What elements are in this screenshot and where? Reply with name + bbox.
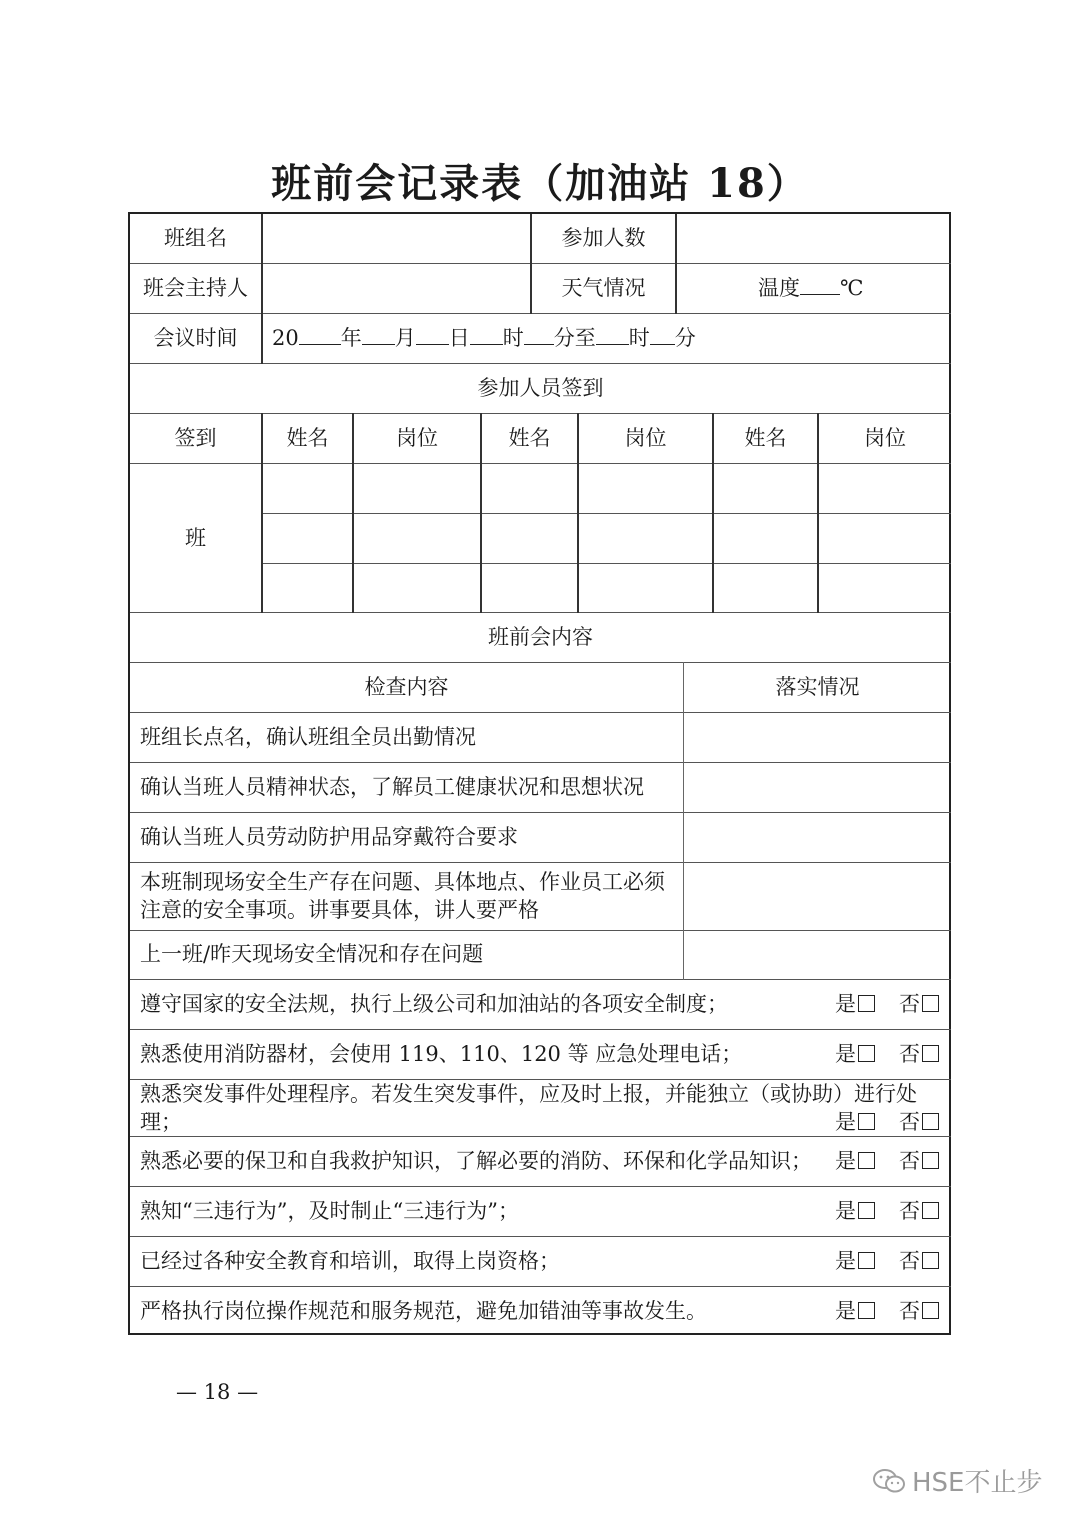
row-divider [130, 463, 951, 464]
row-divider [130, 712, 951, 713]
row-divider [130, 762, 951, 763]
watermark [872, 1462, 1042, 1499]
row-divider [130, 313, 951, 314]
row-divider [130, 1029, 951, 1030]
post-col-header: 岗位 [864, 426, 906, 450]
check-item: 班组长点名，确认班组全员出勤情况 [140, 725, 476, 749]
yes-no-options: 是 否 [835, 1299, 939, 1323]
row-divider [130, 1136, 951, 1137]
row-divider [130, 862, 951, 863]
name-col-header: 姓名 [508, 426, 551, 450]
no-checkbox[interactable] [922, 1302, 939, 1319]
yes-no-options: 是 否 [835, 1249, 939, 1273]
yes-checkbox[interactable] [858, 995, 875, 1012]
host-label: 班会主持人 [143, 276, 248, 300]
shift-row-label: 班 [185, 526, 206, 550]
rule-item: 严格执行岗位操作规范和服务规范，避免加错油等事故发生。 [140, 1299, 707, 1323]
check-item: 注意的安全事项。讲事要具体，讲人要严格 [140, 898, 539, 922]
row-divider [130, 930, 951, 931]
yes-checkbox[interactable] [858, 1113, 875, 1130]
no-checkbox[interactable] [922, 1202, 939, 1219]
page-title: 班前会记录表（加油站 18） [271, 160, 809, 207]
row-divider [262, 563, 951, 564]
content-section-title: 班前会内容 [488, 625, 593, 649]
meeting-time-label: 会议时间 [153, 326, 238, 350]
rule-item: 理； [140, 1110, 182, 1134]
rule-item: 熟知“三违行为”，及时制止“三违行为”； [140, 1199, 519, 1223]
participants-label: 参加人数 [561, 226, 646, 250]
yes-no-options: 是 否 [835, 1110, 939, 1134]
yes-no-options: 是 否 [835, 1149, 939, 1173]
check-item: 确认当班人员劳动防护用品穿戴符合要求 [140, 825, 518, 849]
row-divider [130, 612, 951, 613]
post-col-header: 岗位 [396, 426, 438, 450]
page-number: — 18 — [176, 1380, 259, 1404]
host-field[interactable] [263, 268, 529, 310]
weather-label: 天气情况 [561, 276, 646, 300]
no-checkbox[interactable] [922, 1045, 939, 1062]
row-divider [130, 263, 951, 264]
yes-checkbox[interactable] [858, 1045, 875, 1062]
yes-no-options: 是 否 [835, 1199, 939, 1223]
yes-checkbox[interactable] [858, 1202, 875, 1219]
rule-item: 熟悉必要的保卫和自我救护知识，了解必要的消防、环保和化学品知识； [140, 1149, 812, 1173]
participants-field[interactable] [678, 218, 948, 260]
row-divider [130, 363, 951, 364]
row-divider [130, 1236, 951, 1237]
watermark-text: HSE不止步 [912, 1468, 1043, 1498]
row-divider [130, 1186, 951, 1187]
check-content-header: 检查内容 [364, 675, 449, 699]
row-divider [262, 513, 951, 514]
row-divider [130, 812, 951, 813]
no-checkbox[interactable] [922, 1113, 939, 1130]
row-divider [130, 1079, 951, 1080]
yes-checkbox[interactable] [858, 1302, 875, 1319]
rule-item: 遵守国家的安全法规，执行上级公司和加油站的各项安全制度； [140, 992, 728, 1016]
col-divider [683, 662, 684, 980]
yes-checkbox[interactable] [858, 1152, 875, 1169]
no-checkbox[interactable] [922, 1152, 939, 1169]
check-item: 确认当班人员精神状态，了解员工健康状况和思想状况 [140, 775, 644, 799]
no-checkbox[interactable] [922, 995, 939, 1012]
signin-section-title: 参加人员签到 [477, 376, 604, 400]
check-item: 上一班/昨天现场安全情况和存在问题 [140, 942, 484, 966]
yes-no-options: 是 否 [835, 992, 939, 1016]
rule-item: 已经过各种安全教育和培训，取得上岗资格； [140, 1249, 560, 1273]
name-col-header: 姓名 [286, 426, 329, 450]
yes-checkbox[interactable] [858, 1252, 875, 1269]
check-item: 本班制现场安全生产存在问题、具体地点、作业员工必须 [140, 870, 665, 894]
row-divider [130, 413, 951, 414]
row-divider [130, 979, 951, 980]
rule-item: 熟悉突发事件处理程序。若发生突发事件，应及时上报，并能独立（或协助）进行处 [140, 1082, 917, 1106]
temperature-field[interactable]: 温度 ℃ [758, 276, 864, 300]
name-col-header: 姓名 [744, 426, 787, 450]
row-divider [130, 1286, 951, 1287]
yes-no-options: 是 否 [835, 1042, 939, 1066]
rule-item: 熟悉使用消防器材，会使用 119、110、120 等 应急处理电话； [140, 1042, 743, 1066]
signin-col-header: 签到 [174, 426, 217, 450]
wechat-icon [872, 1468, 906, 1494]
no-checkbox[interactable] [922, 1252, 939, 1269]
status-header: 落实情况 [775, 675, 860, 699]
team-name-field[interactable] [263, 218, 529, 260]
meeting-time-field[interactable]: 20 年 月 日 时 分至 时 分 [272, 326, 696, 350]
post-col-header: 岗位 [624, 426, 667, 450]
row-divider [130, 662, 951, 663]
team-name-label: 班组名 [164, 226, 227, 250]
record-form-table [128, 212, 951, 1335]
